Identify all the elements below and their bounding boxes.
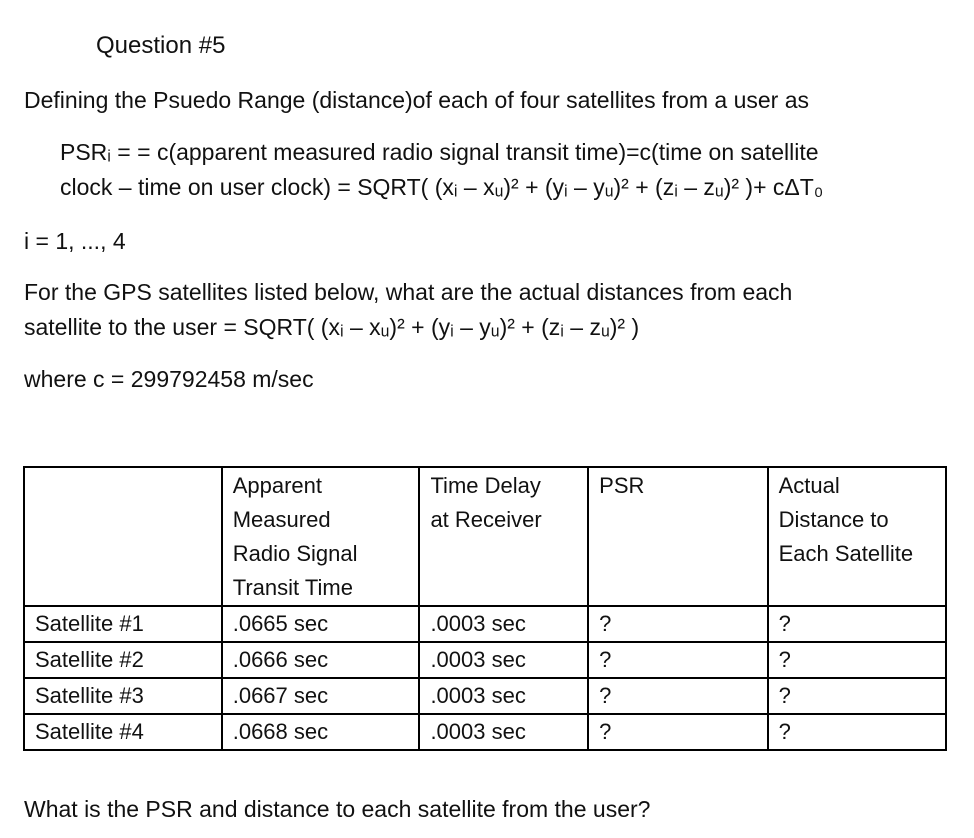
satellite-name: Satellite #2	[24, 642, 222, 678]
transit-time: .0668 sec	[222, 714, 420, 750]
psr-value: ?	[588, 678, 767, 714]
transit-time: .0665 sec	[222, 606, 420, 642]
satellite-name: Satellite #3	[24, 678, 222, 714]
psr-value: ?	[588, 606, 767, 642]
intro-text: Defining the Psuedo Range (distance)of each of four satellites from a user as	[24, 87, 809, 113]
time-delay: .0003 sec	[419, 714, 588, 750]
transit-time: .0666 sec	[222, 642, 420, 678]
psr-value: ?	[588, 642, 767, 678]
header-actual-distance: Actual Distance to Each Satellite	[768, 467, 946, 606]
header-cell-empty	[24, 467, 222, 606]
transit-time: .0667 sec	[222, 678, 420, 714]
psr-definition-line-2: clock – time on user clock) = SQRT( (xᵢ – xᵤ)² + (yᵢ – yᵤ)² + (zᵢ – zᵤ)² )+ cΔT₀	[60, 174, 824, 200]
table-row	[24, 678, 946, 714]
index-range: i = 1, ..., 4	[24, 228, 126, 254]
time-delay: .0003 sec	[419, 642, 588, 678]
actual-distance: ?	[768, 642, 946, 678]
actual-distance: ?	[768, 606, 946, 642]
question-line-2: satellite to the user = SQRT( (xᵢ – xᵤ)² + (yᵢ – yᵤ)² + (zᵢ – zᵤ)² )	[24, 314, 640, 340]
header-apparent-transit-time: Apparent Measured Radio Signal Transit Time	[222, 467, 420, 606]
table-row	[24, 606, 946, 642]
final-question: What is the PSR and distance to each satellite from the user?	[24, 796, 651, 822]
satellite-name: Satellite #1	[24, 606, 222, 642]
satellite-name: Satellite #4	[24, 714, 222, 750]
satellite-table	[23, 466, 947, 751]
actual-distance: ?	[768, 678, 946, 714]
speed-of-light-text: where c = 299792458 m/sec	[24, 366, 314, 392]
actual-distance: ?	[768, 714, 946, 750]
table-header-row	[24, 467, 946, 606]
header-psr: PSR	[588, 467, 767, 606]
question-line-1: For the GPS satellites listed below, what are the actual distances from each	[24, 279, 793, 305]
table-row	[24, 714, 946, 750]
time-delay: .0003 sec	[419, 678, 588, 714]
time-delay: .0003 sec	[419, 606, 588, 642]
psr-definition-line-1: PSRᵢ = = c(apparent measured radio signal transit time)=c(time on satellite	[60, 139, 819, 165]
question-title: Question #5	[96, 32, 226, 59]
table-row	[24, 642, 946, 678]
header-time-delay: Time Delay at Receiver	[419, 467, 588, 606]
psr-value: ?	[588, 714, 767, 750]
